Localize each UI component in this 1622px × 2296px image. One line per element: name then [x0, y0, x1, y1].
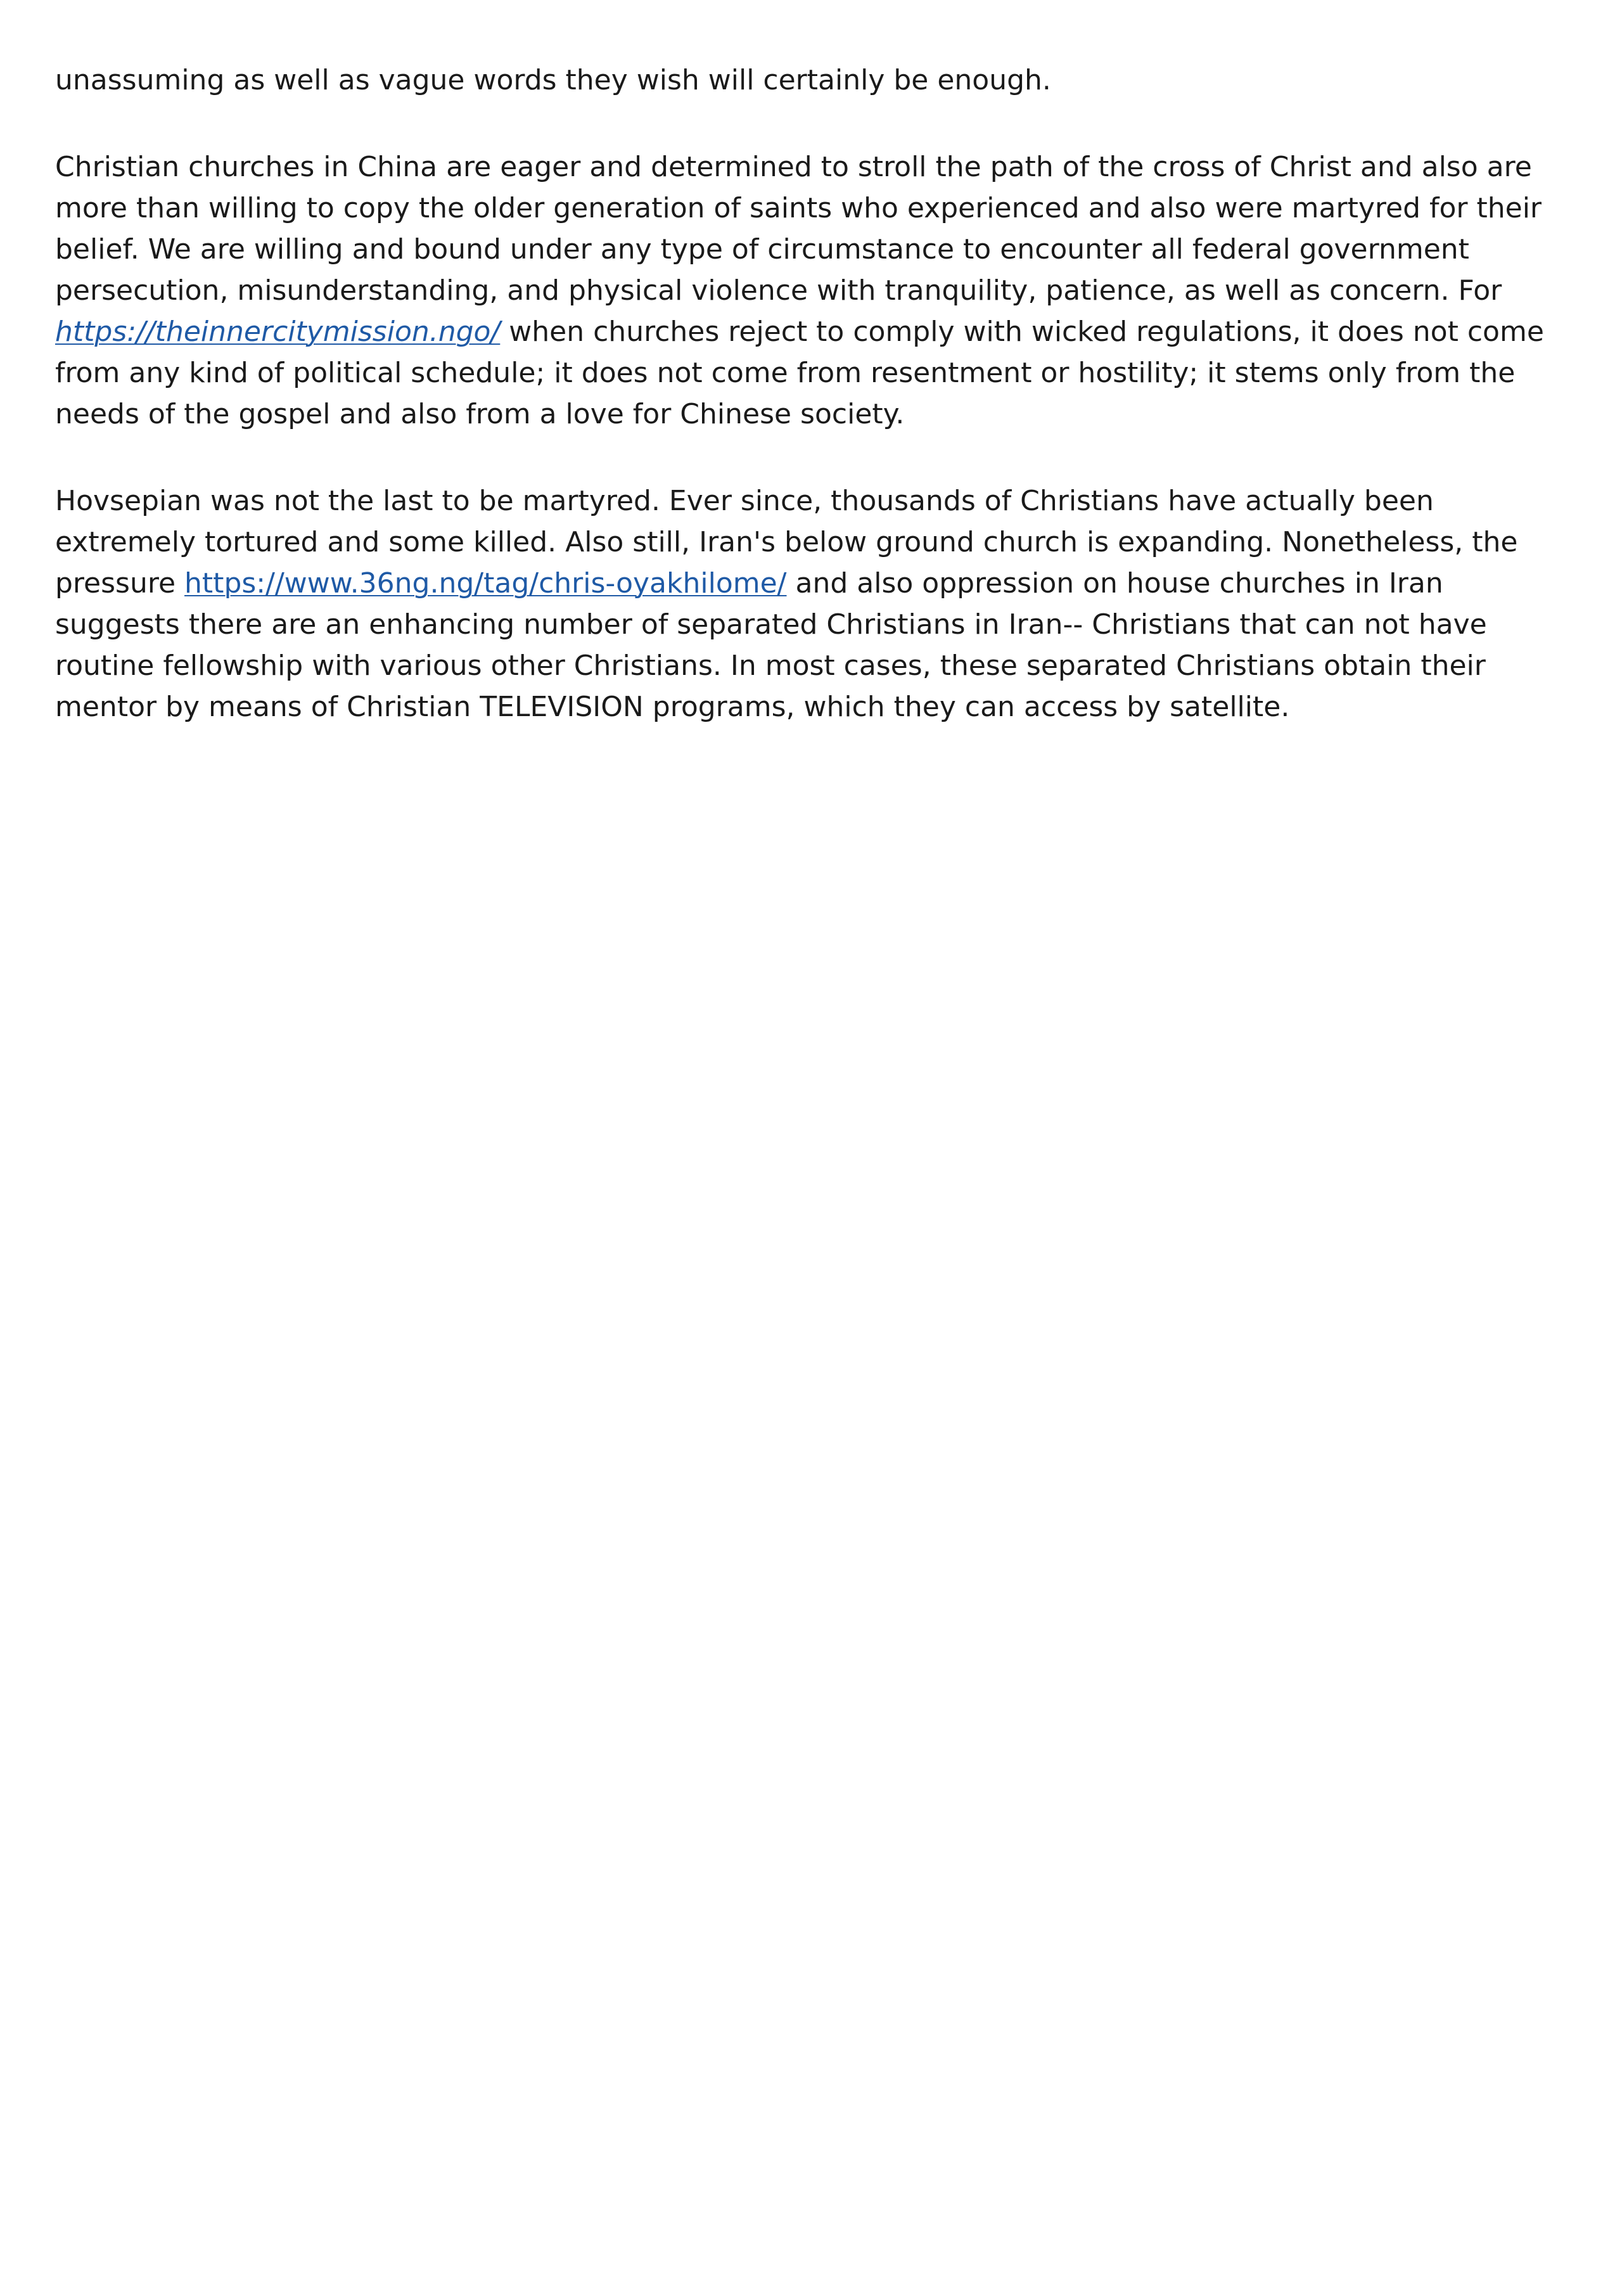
paragraph-2-text-before: Christian churches in China are eager and determined to stroll the path of the cross of Christ and also are more than willing to copy the older generation of saints who experienced and also were martyred for their belief. We are willing and bound under any type of circumstance to encounter all federal government persecution, misunderstanding, and physical violence with tranquility, patience, as well as concern. For [55, 151, 1542, 307]
paragraph-3 [55, 480, 1576, 728]
paragraph-3-text-before: Hovsepian was not the last to be martyred. Ever since, thousands of Christians have actually been extremely tortured and some killed. Also still, Iran's below ground church is expanding. Nonetheless, the pressure [55, 485, 1518, 600]
paragraph-3-text-after: and also oppression on house churches in Iran suggests there are an enhancing number of separated Christians in Iran-- Christians that can not have routine fellowship with various other Christians. In most cases, these separated Christians obtain their mentor by means of Christian TELEVISION programs, which they can access by satellite. [55, 567, 1487, 723]
innercitymission-link[interactable]: https://theinnercitymission.ngo/ [55, 316, 501, 348]
paragraph-2-text-after: when churches reject to comply with wicked regulations, it does not come from any kind of political schedule; it does not come from resentment or hostility; it stems only from the needs of the gospel and also from a love for Chinese society. [55, 316, 1544, 430]
36ng-link[interactable]: https://www.36ng.ng/tag/chris-oyakhilome/ [184, 567, 787, 600]
paragraph-1-text: unassuming as well as vague words they wish will certainly be enough. [55, 64, 1051, 96]
document-body [55, 60, 1576, 773]
paragraph-2 [55, 146, 1576, 435]
paragraph-1 [55, 60, 1576, 101]
